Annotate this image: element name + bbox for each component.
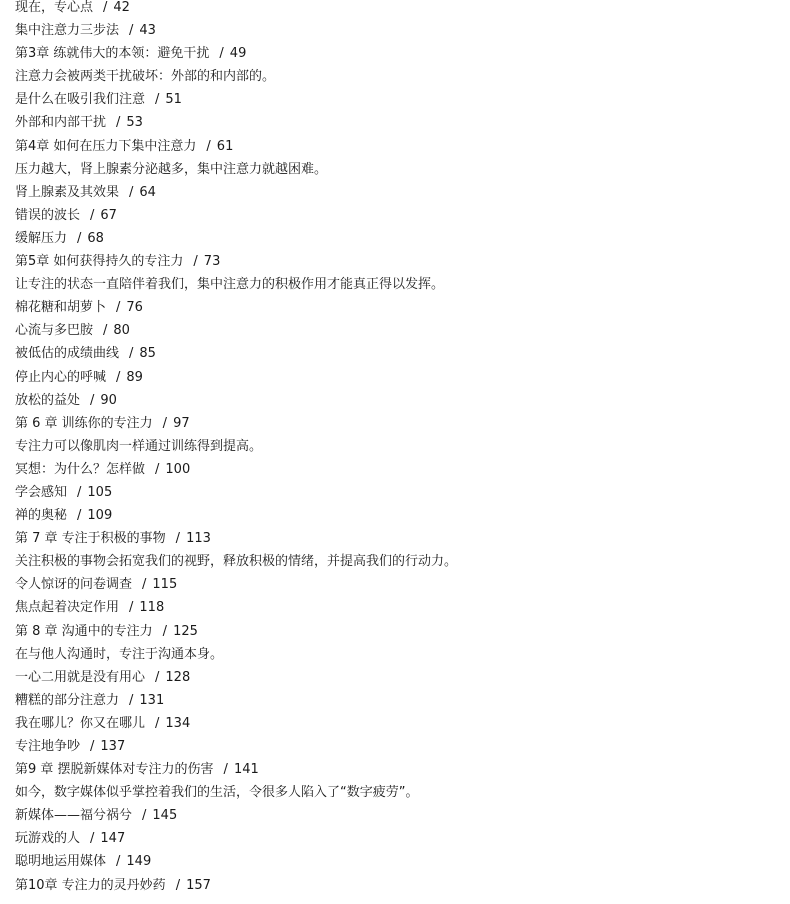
toc-entry: [15, 42, 785, 65]
toc-entry: [15, 88, 785, 111]
toc-entry-title: 缓解压力: [15, 230, 68, 246]
toc-entry-title: 如今，数字媒体似乎掌控着我们的生活，令很多人陷入了“数字疲劳”。: [15, 785, 419, 801]
toc-entry: [15, 758, 785, 781]
toc-entry: [15, 0, 785, 19]
toc-entry-title: 令人惊讶的问卷调查: [15, 577, 133, 593]
toc-entry: [15, 342, 785, 365]
toc-summary: [15, 781, 785, 804]
toc-page-number: 115: [152, 577, 178, 593]
toc-entry: [15, 735, 785, 758]
toc-entry-title: 新媒体——福兮祸兮: [15, 808, 133, 824]
toc-entry-title: 是什么在吸引我们注意: [15, 92, 146, 108]
toc-separator: /: [162, 415, 168, 431]
toc-page-number: 85: [139, 346, 156, 362]
toc-entry-title: 聪明地运用媒体: [15, 854, 107, 870]
toc-entry: [15, 227, 785, 250]
table-of-contents: [15, 0, 785, 897]
toc-entry: [15, 204, 785, 227]
toc-separator: /: [90, 392, 95, 408]
toc-separator: /: [77, 230, 82, 246]
toc-page-number: 125: [173, 623, 198, 639]
toc-entry: [15, 504, 785, 527]
toc-entry-title: 第 6 章 训练你的专注力: [15, 415, 153, 431]
toc-page-number: 128: [165, 669, 191, 685]
toc-page-number: 42: [113, 0, 130, 15]
toc-page-number: 118: [139, 600, 165, 616]
toc-entry-title: 在与他人沟通时，专注于沟通本身。: [15, 646, 224, 662]
toc-summary: [15, 643, 785, 666]
toc-entry: [15, 458, 785, 481]
toc-separator: /: [103, 0, 108, 15]
toc-entry: [15, 596, 785, 619]
toc-page-number: 53: [126, 115, 143, 131]
toc-separator: /: [129, 23, 134, 39]
toc-separator: /: [155, 92, 160, 108]
toc-page-number: 149: [126, 854, 152, 870]
toc-separator: /: [129, 346, 134, 362]
toc-separator: /: [77, 484, 82, 500]
toc-page-number: 131: [139, 692, 165, 708]
toc-entry: [15, 850, 785, 873]
toc-entry-title: 放松的益处: [15, 392, 81, 408]
toc-separator: /: [116, 369, 121, 385]
toc-entry: [15, 389, 785, 412]
toc-summary: [15, 550, 785, 573]
toc-entry-title: 我在哪儿？你又在哪儿: [15, 715, 146, 731]
toc-entry-title: 心流与多巴胺: [15, 323, 94, 339]
toc-entry-title: 集中注意力三步法: [15, 23, 120, 39]
toc-separator: /: [155, 461, 160, 477]
toc-page-number: 100: [165, 461, 191, 477]
toc-entry-title: 第 8 章 沟通中的专注力: [15, 623, 153, 639]
toc-entry-title: 第3章 练就伟大的本领：避免干扰: [15, 46, 210, 62]
toc-entry-title: 第 7 章 专注于积极的事物: [15, 531, 166, 547]
toc-entry: [15, 804, 785, 827]
toc-page-number: 80: [113, 323, 130, 339]
toc-separator: /: [129, 600, 134, 616]
toc-entry: [15, 19, 785, 42]
toc-page-number: 157: [186, 877, 211, 893]
toc-entry-title: 第5章 如何获得持久的专注力: [15, 254, 184, 270]
toc-page-number: 61: [216, 138, 234, 154]
toc-entry: [15, 111, 785, 134]
toc-entry-title: 专注地争吵: [15, 739, 81, 754]
toc-entry: [15, 620, 785, 643]
toc-entry-title: 让专注的状态一直陪伴着我们，集中注意力的积极作用才能真正得以发挥。: [15, 277, 445, 293]
toc-entry-title: 外部和内部干扰: [15, 115, 107, 131]
toc-separator: /: [116, 854, 121, 870]
toc-entry-title: 第4章 如何在压力下集中注意力: [15, 138, 197, 154]
toc-page-number: 68: [87, 230, 104, 246]
toc-entry-title: 一心二用就是没有用心: [15, 669, 146, 685]
toc-page-number: 49: [229, 46, 247, 62]
toc-separator: /: [175, 531, 181, 547]
toc-page-number: 64: [139, 184, 156, 200]
toc-entry: [15, 712, 785, 735]
toc-entry: [15, 250, 785, 273]
toc-summary: [15, 435, 785, 458]
toc-page-number: 113: [186, 531, 211, 547]
toc-separator: /: [103, 323, 108, 339]
toc-separator: /: [155, 715, 160, 731]
toc-separator: /: [193, 254, 198, 270]
toc-entry-title: 玩游戏的人: [15, 831, 81, 847]
toc-entry-title: 关注积极的事物会拓宽我们的视野，释放积极的情绪，并提高我们的行动力。: [15, 554, 458, 570]
toc-entry-title: 禅的奥秘: [15, 508, 68, 524]
toc-entry: [15, 135, 785, 158]
toc-separator: /: [129, 184, 134, 200]
toc-entry: [15, 666, 785, 689]
toc-page-number: 137: [100, 739, 126, 754]
toc-separator: /: [77, 508, 82, 524]
toc-separator: /: [90, 207, 95, 223]
toc-entry-title: 停止内心的呼喊: [15, 369, 107, 385]
toc-separator: /: [162, 623, 168, 639]
toc-separator: /: [129, 692, 134, 708]
toc-separator: /: [142, 577, 147, 593]
toc-entry: [15, 527, 785, 550]
toc-page-number: 109: [87, 508, 113, 524]
toc-entry: [15, 181, 785, 204]
toc-summary: [15, 65, 785, 88]
toc-entry-title: 第9 章 摆脱新媒体对专注力的伤害: [15, 762, 214, 778]
toc-page-number: 90: [100, 392, 117, 408]
toc-entry-title: 专注力可以像肌肉一样通过训练得到提高。: [15, 438, 263, 454]
toc-entry-title: 第10章 专注力的灵丹妙药: [15, 877, 166, 893]
toc-separator: /: [219, 46, 224, 62]
toc-entry-title: 糟糕的部分注意力: [15, 692, 120, 708]
toc-separator: /: [116, 300, 121, 316]
toc-page-number: 145: [152, 808, 178, 824]
toc-page-number: 134: [165, 715, 191, 731]
toc-entry-title: 错误的波长: [15, 207, 81, 223]
toc-separator: /: [142, 808, 147, 824]
toc-entry: [15, 827, 785, 850]
toc-separator: /: [90, 739, 95, 754]
toc-entry: [15, 874, 785, 897]
toc-summary: [15, 273, 785, 296]
toc-page-number: 51: [165, 92, 182, 108]
toc-summary: [15, 158, 785, 181]
toc-page-number: 97: [173, 415, 190, 431]
toc-entry: [15, 296, 785, 319]
toc-entry: [15, 689, 785, 712]
toc-separator: /: [175, 877, 181, 893]
toc-entry: [15, 319, 785, 342]
toc-entry-title: 现在，专心点: [15, 0, 94, 15]
toc-separator: /: [155, 669, 160, 685]
toc-entry-title: 压力越大，肾上腺素分泌越多，集中注意力就越困难。: [15, 161, 328, 177]
toc-entry: [15, 481, 785, 504]
toc-entry: [15, 366, 785, 389]
toc-page-number: 73: [203, 254, 221, 270]
toc-entry-title: 被低估的成绩曲线: [15, 346, 120, 362]
toc-separator: /: [223, 762, 228, 778]
toc-separator: /: [116, 115, 121, 131]
toc-page-number: 89: [126, 369, 143, 385]
toc-entry: [15, 412, 785, 435]
toc-entry-title: 肾上腺素及其效果: [15, 184, 120, 200]
toc-entry-title: 学会感知: [15, 484, 68, 500]
toc-page-number: 147: [100, 831, 126, 847]
toc-entry-title: 焦点起着决定作用: [15, 600, 120, 616]
toc-page-number: 43: [139, 23, 156, 39]
toc-page-number: 67: [100, 207, 117, 223]
toc-entry-title: 冥想：为什么？怎样做: [15, 461, 146, 477]
toc-entry-title: 棉花糖和胡萝卜: [15, 300, 107, 316]
toc-separator: /: [90, 831, 95, 847]
toc-page-number: 141: [233, 762, 259, 778]
toc-page-number: 76: [126, 300, 143, 316]
toc-entry-title: 注意力会被两类干扰破坏：外部的和内部的。: [15, 69, 276, 85]
toc-separator: /: [206, 138, 211, 154]
toc-entry: [15, 573, 785, 596]
toc-page-number: 105: [87, 484, 113, 500]
